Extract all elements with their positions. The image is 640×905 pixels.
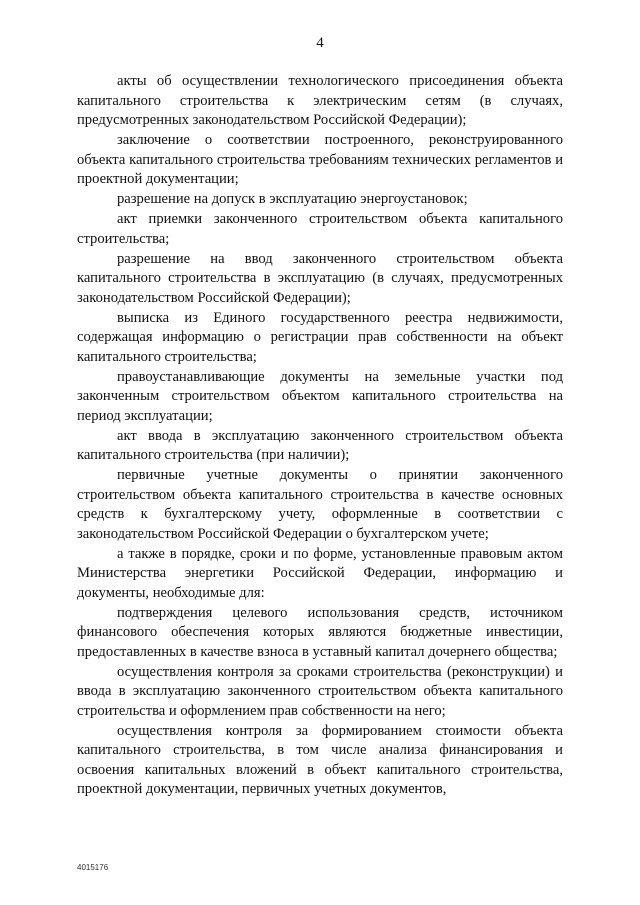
paragraph: осуществления контроля за формированием стоимости объекта капитального строительства, в том числе анализа финансирования и освоения капитальных вложений в объект капитального строительства, проектной документации, первичных учетных документов, bbox=[77, 722, 563, 797]
paragraph: первичные учетные документы о принятии законченного строительством объекта капитального строительства в качестве основных средств к бухгалтерскому учету, оформленные в соответствии с законодательством Российской Федерации о бухгалтерском учете; bbox=[77, 467, 563, 542]
paragraph: разрешение на допуск в эксплуатацию энергоустановок; bbox=[117, 191, 468, 207]
paragraph: разрешение на ввод законченного строительством объекта капитального строительства в эксплуатацию (в случаях, предусмотренных законодательством Российской Федерации); bbox=[77, 250, 563, 306]
paragraph: выписка из Единого государственного реестра недвижимости, содержащая информацию о регистрации прав собственности на объект капитального строительства; bbox=[77, 309, 563, 365]
paragraph: заключение о соответствии построенного, реконструированного объекта капитального строительства требованиям технических регламентов и проектной документации; bbox=[77, 132, 563, 187]
paragraph: а также в порядке, сроки и по форме, установленные правовым актом Министерства энергетики Российской Федерации, информацию и документы, необходимые для: bbox=[77, 545, 563, 601]
page-number: 4 bbox=[316, 35, 324, 51]
paragraph: акт приемки законченного строительством объекта капитального строительства; bbox=[77, 211, 563, 247]
paragraph: подтверждения целевого использования средств, источником финансового обеспечения которых являются бюджетные инвестиции, предоставленных в качестве взноса в уставный капитал дочернего общества; bbox=[77, 604, 563, 660]
paragraph: акты об осуществлении технологического присоединения объекта капитального строительства к электрическим сетям (в случаях, предусмотренных законодательством Российской Федерации); bbox=[77, 73, 563, 128]
document-body bbox=[77, 72, 563, 800]
paragraph: акт ввода в эксплуатацию законченного строительством объекта капитального строительства (при наличии); bbox=[77, 427, 563, 463]
document-code: 4015176 bbox=[77, 863, 109, 872]
paragraph: правоустанавливающие документы на земельные участки под законченным строительством объектом капитального строительства на период эксплуатации; bbox=[77, 368, 563, 424]
paragraph: осуществления контроля за сроками строительства (реконструкции) и ввода в эксплуатацию законченного строительством объекта капитального строительства и оформлением прав собственности на него; bbox=[77, 663, 563, 719]
